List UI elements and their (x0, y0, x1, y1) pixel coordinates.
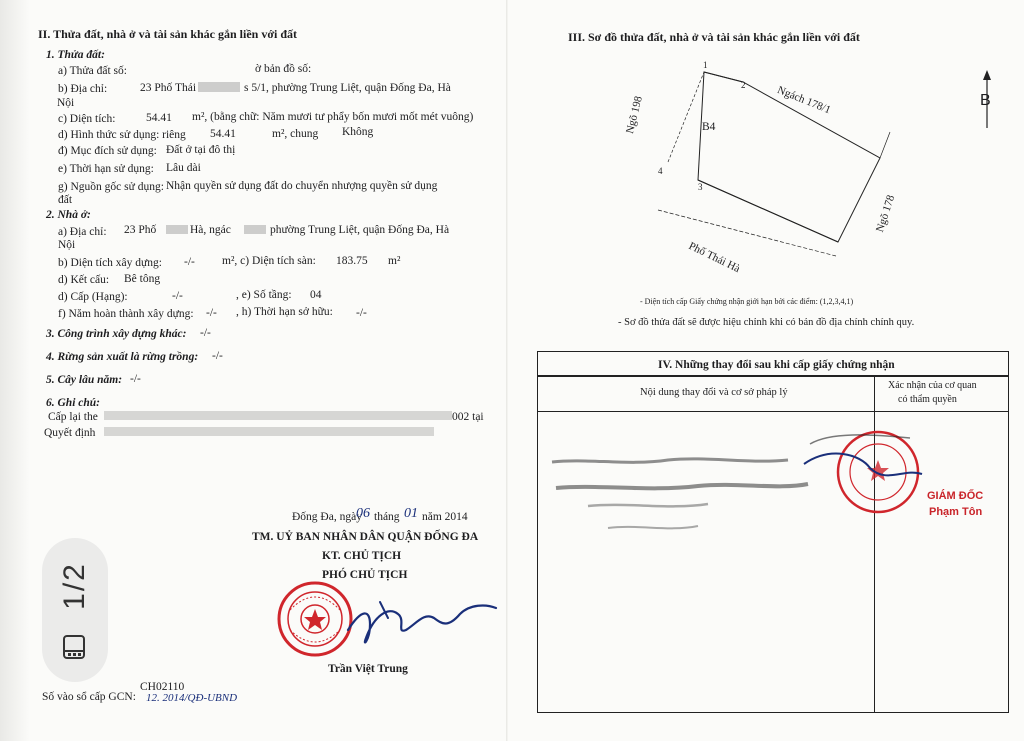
point-4: 4 (658, 166, 663, 176)
house-b-unit: m², c) Diện tích sàn: (222, 255, 316, 267)
land-g-value: Nhận quyền sử dụng đất do chuyển nhượng quyền sử dụng (166, 180, 438, 192)
approval-title: GIÁM ĐỐC (927, 490, 984, 502)
diagram-note-2: - Sơ đồ thửa đất sẽ được hiệu chỉnh khi có bản đồ địa chính chính quy. (618, 317, 915, 328)
land-c: c) Diện tích: (58, 113, 116, 125)
house-a-value2: Hà, ngác (190, 224, 231, 236)
page-fold (506, 0, 508, 741)
road-pho-thai-ha: Phố Thái Hà (686, 240, 742, 276)
section-3-value: -/- (200, 327, 211, 339)
redacted-text (166, 225, 188, 234)
date-place: Đống Đa, ngày (292, 511, 362, 523)
section-3-heading: III. Sơ đồ thửa đất, nhà ở và tài sản khác gắn liền với đất (568, 30, 860, 44)
scan-edge (0, 0, 30, 741)
page-indicator[interactable] (42, 538, 108, 682)
house-a-value3: phường Trung Liệt, quận Đống Đa, Hà (270, 224, 450, 236)
land-dd: đ) Mục đích sử dụng: (58, 145, 157, 157)
section-5: 5. Cây lâu năm: (46, 374, 123, 386)
section-2-heading: II. Thửa đất, nhà ở và tài sản khác gắn liền với đất (38, 27, 298, 41)
house-b: b) Diện tích xây dựng: (58, 257, 162, 269)
redacted-text (244, 225, 266, 234)
registry-label: Số vào sổ cấp GCN: (42, 691, 136, 703)
redacted-text (104, 427, 434, 436)
parcel-id: B4 (702, 121, 716, 133)
column-confirm-header-2: có thẩm quyền (898, 394, 957, 405)
land-a: a) Thửa đất số: (58, 65, 127, 77)
house-f-value: -/- (206, 307, 217, 319)
north-label: B (980, 92, 991, 109)
land-d-value: 54.41 (210, 128, 236, 140)
point-3: 3 (698, 182, 703, 192)
redacted-text (104, 411, 452, 420)
tablet-icon (60, 633, 88, 661)
org-line-2: KT. CHỦ TỊCH (322, 550, 402, 562)
date-month: 01 (404, 506, 418, 521)
section-4: 4. Rừng sản xuất là rừng trồng: (46, 351, 199, 363)
date-day: 06 (356, 506, 370, 521)
house-g-value: -/- (356, 307, 367, 319)
page-indicator-text: 1/2 (58, 562, 91, 610)
land-b-value: 23 Phố Thái (140, 82, 197, 94)
land-e: e) Thời hạn sử dụng: (58, 163, 154, 175)
land-dd-value: Đất ở tại đô thị (166, 144, 236, 156)
road-ngo-198: Ngõ 198 (624, 94, 645, 135)
road-ngach-178-1: Ngách 178/1 (775, 84, 833, 117)
section-3: 3. Công trình xây dựng khác: (46, 328, 187, 340)
date-year: năm 2014 (422, 511, 468, 523)
approval-seal-icon (800, 424, 926, 518)
land-d-chung: Không (342, 126, 374, 138)
note-line-1-end: 002 tại (452, 411, 484, 423)
house-dd-value: -/- (172, 290, 183, 302)
date-month-label: tháng (374, 511, 400, 523)
house-g: , h) Thời hạn sở hữu: (236, 306, 333, 318)
land-title: 1. Thửa đất: (46, 49, 105, 61)
land-c-unit: m², (bằng chữ: Năm mươi tư phẩy bốn mươi mốt mét vuông) (192, 111, 474, 123)
org-line-3: PHÓ CHỦ TỊCH (322, 569, 408, 581)
land-b-value2: s 5/1, phường Trung Liệt, quận Đống Đa, Hà (244, 82, 451, 94)
house-title: 2. Nhà ở: (46, 209, 91, 221)
point-1: 1 (703, 60, 708, 70)
land-e-value: Lâu dài (166, 162, 201, 174)
house-e: , e) Số tầng: (236, 289, 292, 301)
section-4-value: -/- (212, 350, 223, 362)
note-line-2: Quyết định (44, 427, 96, 439)
land-c-value: 54.41 (146, 112, 172, 124)
land-a-map: ờ bản đồ số: (255, 63, 312, 75)
house-a-value: 23 Phố (124, 224, 157, 236)
house-c-unit: m² (388, 255, 401, 267)
signer-name: Trần Việt Trung (328, 663, 408, 675)
house-d: d) Kết cấu: (58, 274, 110, 286)
house-dd: d) Cấp (Hạng): (58, 291, 128, 303)
org-line-1: TM. UỶ BAN NHÂN DÂN QUẬN ĐỐNG ĐA (252, 531, 479, 543)
road-ngo-178: Ngõ 178 (874, 193, 898, 234)
section-5-value: -/- (130, 373, 141, 385)
house-e-value: 04 (310, 289, 322, 301)
house-b-value: -/- (184, 256, 195, 268)
land-d: d) Hình thức sử dụng: riêng (58, 129, 186, 141)
approval-name: Phạm Tôn (929, 506, 983, 518)
note-line-1: Cấp lại the (48, 411, 98, 423)
house-a: a) Địa chỉ: (58, 226, 107, 238)
changes-title: IV. Những thay đổi sau khi cấp giấy chứng nhận (658, 359, 895, 371)
land-g-value2: đất (58, 194, 73, 206)
diagram-note-1: - Diện tích cấp Giấy chứng nhận giới hạn bởi các điểm: (1,2,3,4,1) (640, 297, 854, 306)
land-b-value3: Nội (57, 97, 75, 109)
registry-value: 12. 2014/QĐ-UBND (146, 692, 238, 704)
serial-number: CH02110 (140, 681, 185, 693)
house-c-value: 183.75 (336, 255, 368, 267)
point-2: 2 (741, 80, 746, 90)
section-6: 6. Ghi chú: (46, 397, 100, 409)
house-f: f) Năm hoàn thành xây dựng: (58, 308, 194, 320)
redacted-text (198, 82, 240, 92)
land-d-unit: m², chung (272, 128, 319, 140)
column-content-header: Nội dung thay đổi và cơ sở pháp lý (640, 387, 788, 398)
house-a-value4: Nội (58, 239, 76, 251)
house-d-value: Bê tông (124, 273, 161, 285)
land-b: b) Địa chỉ: (58, 83, 108, 95)
land-g: g) Nguồn gốc sử dụng: (58, 181, 164, 193)
column-confirm-header-1: Xác nhận của cơ quan (888, 380, 977, 391)
parcel-diagram (640, 60, 910, 260)
signature-icon (340, 590, 500, 652)
